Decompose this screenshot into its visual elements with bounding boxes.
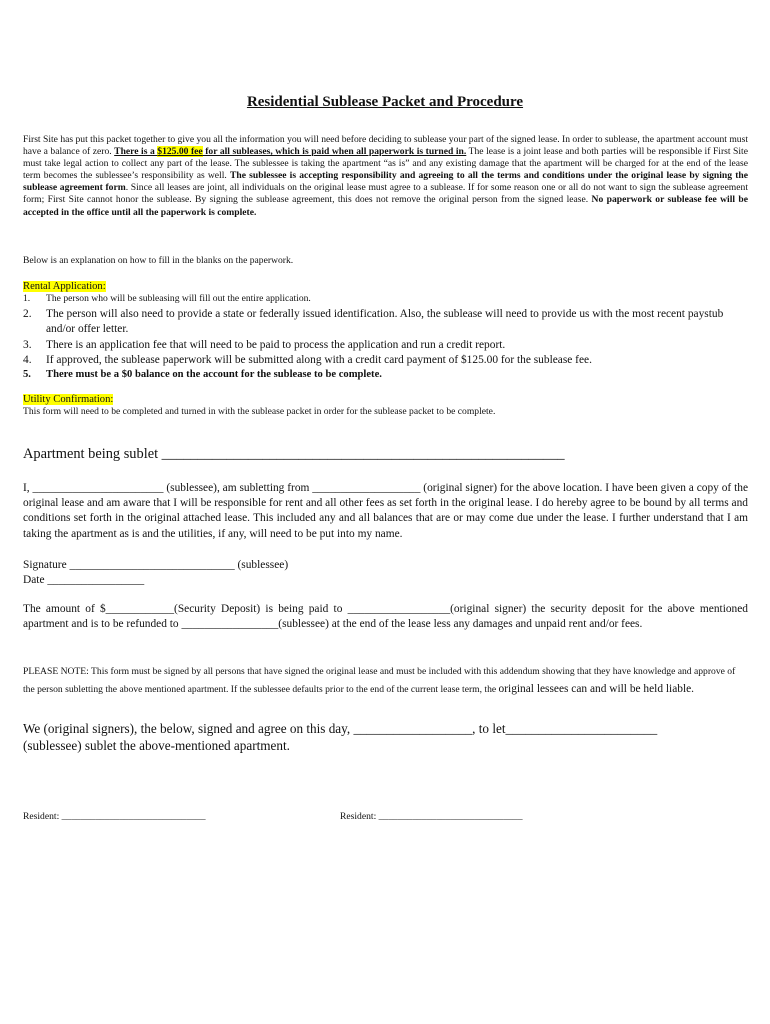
agreement-line-1: We (original signers), the below, signed and agree on this day, __________________, to let_______________________ bbox=[23, 721, 658, 736]
agreement-line-2: (sublessee) sublet the above-mentioned apartment. bbox=[23, 738, 290, 753]
security-deposit-paragraph: The amount of $____________(Security Deposit) is being paid to __________________(original signer) the security deposit for the above mentioned apartment and is to be refunded to _________________(sublessee) at the end of the lease less any damages and unpaid rent and/or fees. bbox=[23, 603, 748, 631]
fee-notice-post: for all subleases, which is paid when all paperwork is turned in. bbox=[202, 146, 467, 158]
utility-confirmation-heading bbox=[23, 393, 748, 406]
signature-line: Signature _____________________________ (sublessee) bbox=[23, 559, 289, 571]
list-number: 5. bbox=[23, 368, 31, 380]
list-text: There is an application fee that will need to be paid to process the application and run a credit report. bbox=[46, 338, 506, 351]
list-item bbox=[23, 307, 743, 337]
rental-application-list bbox=[23, 293, 743, 381]
list-number: 1. bbox=[23, 293, 31, 304]
sublessee-agreement-paragraph: I, _______________________ (sublessee), am subletting from ___________________ (original signer) for the above location. I have been given a copy of the original lease and am aware that I will be responsible for rent and all other fees as set forth in the original lease. I do hereby agree to be bound by all terms and conditions set forth in the original attached lease. This included any and all balances that are or may come due under the lease. I further understand that I am taking the apartment as is and the utilities, if any, will need to be put into my name. bbox=[23, 482, 748, 540]
please-note-text: PLEASE NOTE: This form must be signed by all persons that have signed the original lease and must be included with this addendum showing that they have knowledge and approve of the person subletting the above mentioned apartment. If the sublessee defaults prior to the end of the current lease term, the bbox=[23, 666, 736, 695]
list-number: 3. bbox=[23, 338, 32, 351]
fee-notice-pre: There is a bbox=[114, 146, 158, 158]
document-title: Residential Sublease Packet and Procedure bbox=[246, 94, 524, 110]
list-text: The person who will be subleasing will fill out the entire application. bbox=[46, 293, 311, 304]
utility-confirmation-text: This form will need to be completed and turned in with the sublease packet in order for the sublease packet to be complete. bbox=[23, 406, 496, 417]
utility-confirmation-heading-text: Utility Confirmation: bbox=[23, 394, 114, 405]
rental-application-heading-text: Rental Application: bbox=[23, 281, 106, 292]
fee-amount-highlight: $125.00 fee bbox=[157, 146, 203, 158]
list-text: If approved, the sublease paperwork will be submitted along with a credit card payment of $125.00 for the sublease fee. bbox=[46, 353, 592, 366]
acceptance-statement: The sublessee is accepting responsibility and agreeing to all the terms and conditions under the original lease by signing the sublease agreement form bbox=[23, 170, 748, 194]
no-paperwork-statement: No paperwork or sublease fee will be accepted in the office until all the paperwork is complete. bbox=[23, 194, 748, 218]
list-item bbox=[23, 293, 743, 305]
list-text: There must be a $0 balance on the account for the sublease to be complete. bbox=[46, 368, 382, 380]
apartment-sublet-line: Apartment being sublet ________________________________________________________ bbox=[23, 446, 565, 462]
list-number: 2. bbox=[23, 308, 32, 321]
date-line: Date _________________ bbox=[23, 574, 145, 586]
please-note-liability: original lessees can and will be held liable. bbox=[498, 683, 695, 695]
intro-text-2: The lease is a joint lease and both parties will be responsible if First Site must take legal action to collect any part of the lease. The sublessee is taking the apartment “as is” and any existing damage that the apartment will be charged for at the end of the lease term becomes the sublessee’s responsibility as well. bbox=[23, 146, 748, 182]
resident-signature-left: Resident: ______________________________ bbox=[23, 811, 206, 822]
list-number: 4. bbox=[23, 353, 32, 366]
rental-application-heading bbox=[23, 280, 748, 293]
resident-signature-right: Resident: ______________________________ bbox=[340, 811, 523, 822]
instructions-intro: Below is an explanation on how to fill in the blanks on the paperwork. bbox=[23, 255, 294, 266]
list-text: The person will also need to provide a state or federally issued identification. Also, the sublease will need to provide us with the most recent paystub and/or offer letter. bbox=[46, 308, 724, 336]
intro-paragraph bbox=[23, 134, 748, 219]
please-note-paragraph bbox=[23, 661, 745, 697]
list-item bbox=[23, 353, 743, 368]
list-item bbox=[23, 368, 743, 381]
list-item bbox=[23, 338, 743, 353]
intro-text-1: First Site has put this packet together to give you all the information you will need before deciding to sublease your part of the signed lease. In order to sublease, the apartment account must have a balance of zero. bbox=[23, 134, 748, 158]
intro-text-3: . Since all leases are joint, all individuals on the original lease must agree to a sublease. If for some reason one or all do not want to sign the sublease agreement form; First Site cannot honor the sublease. By signing the sublease agreement, this does not remove the original person from the signed lease. bbox=[23, 182, 748, 206]
fee-notice bbox=[114, 146, 466, 157]
